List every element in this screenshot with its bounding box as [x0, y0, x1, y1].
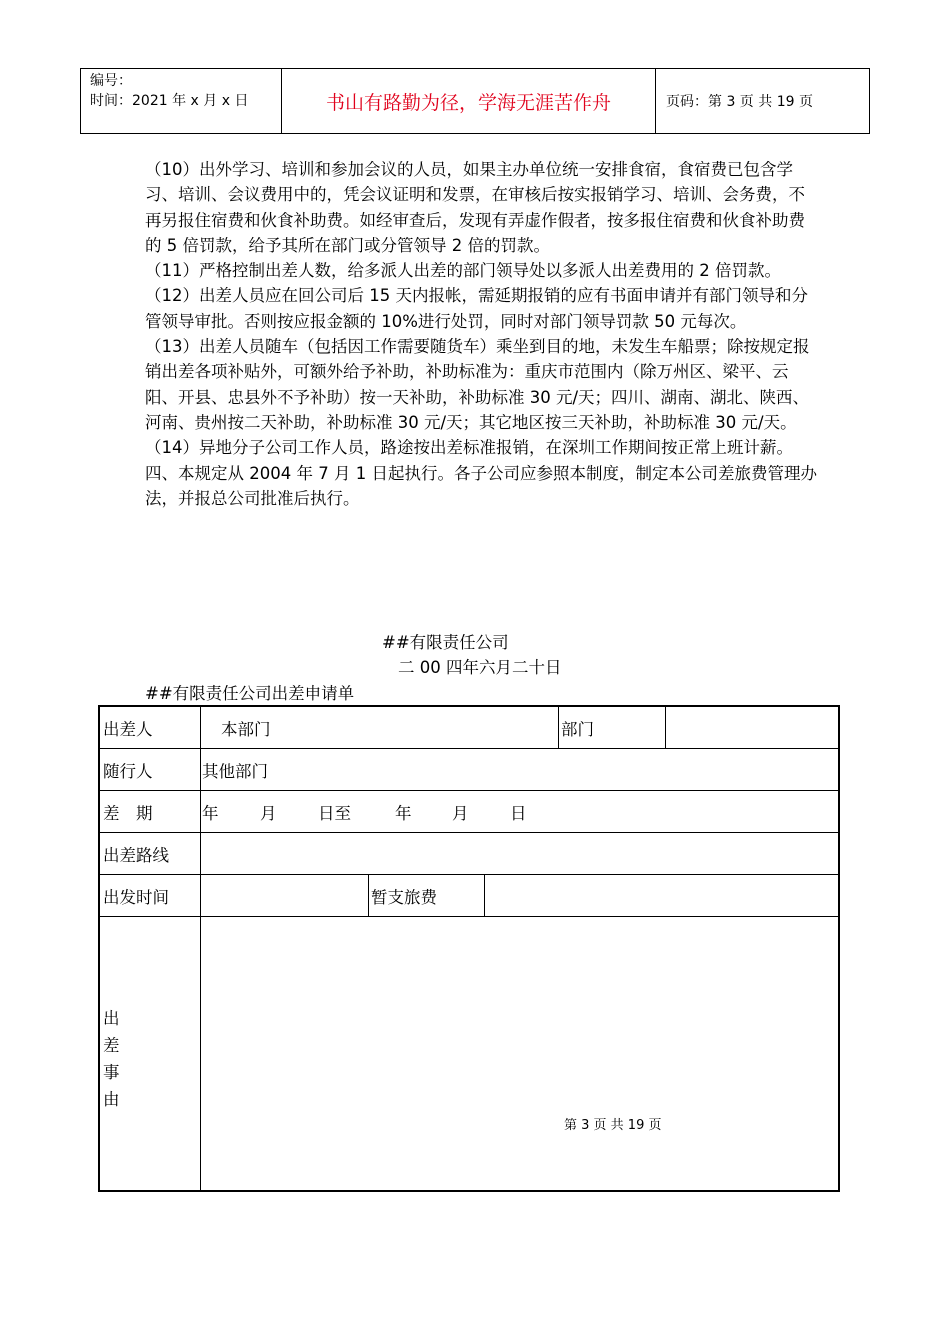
period-year-end: 年: [395, 803, 412, 823]
form-row-reason: [100, 917, 838, 1190]
dept-label: 部门: [561, 719, 594, 739]
other-dept-label: 其他部门: [202, 761, 268, 781]
paragraph-13: （13）出差人员随车（包括因工作需要随货车）乘坐到目的地，未发生车船票；除按规定报销出差各项补贴外，可额外给予补助，补助标准为：重庆市范围内（除万州区、梁平、云阳、开县、忠县外不予补助）按一天补助，补助标准 30 元/天；四川、湖南、湖北、陕西、河南、贵州按二天补助，补助标准 30 元/天；其它地区按三天补助，补助标准 30 元/天。: [145, 337, 810, 432]
form-title: ##有限责任公司出差申请单: [145, 684, 355, 703]
paragraph-11: （11）严格控制出差人数，给多派人出差的部门领导处以多派人出差费用的 2 倍罚款。: [145, 261, 781, 281]
footer-page-number: 第 3 页 共 19 页: [564, 1118, 662, 1133]
signature-company: ##有限责任公司: [382, 633, 509, 652]
header-page-code: 页码：第 3 页 共 19 页: [666, 94, 813, 110]
paragraph-12: （12）出差人员应在回公司后 15 天内报帐，需延期报销的应有书面申请并有部门领导和分管领导审批。否则按应报金额的 10%进行处罚，同时对部门领导罚款 50 元每次。: [145, 286, 808, 331]
advance-input[interactable]: [485, 875, 838, 916]
advance-label: 暂支旅费: [371, 887, 437, 907]
form-row-companion: [100, 749, 838, 791]
period-label: 差 期: [103, 803, 153, 823]
document-body: [145, 157, 820, 511]
number-label: 编号：: [90, 73, 132, 89]
companion-label: 随行人: [103, 761, 153, 781]
date-label: 时间：2021 年 x 月 x 日: [90, 93, 249, 109]
paragraph-14: （14）异地分子公司工作人员，路途按出差标准报销，在深圳工作期间按正常上班计薪。: [145, 438, 793, 458]
route-label: 出差路线: [103, 845, 169, 865]
period-day-end: 日: [510, 803, 527, 823]
paragraph-10: （10）出外学习、培训和参加会议的人员，如果主办单位统一安排食宿，食宿费已包含学习、培训、会议费用中的，凭会议证明和发票，在审核后按实报销学习、培训、会务费，不再另报住宿费和伙食补助费。如经审查后，发现有弄虚作假者，按多报住宿费和伙食补助费的 5 倍罚款，给予其所在部门或分管领导 2 倍的罚款。: [145, 160, 805, 255]
form-row-period: [100, 791, 838, 833]
travel-application-form: [98, 705, 840, 1192]
period-year-start: 年: [202, 803, 219, 823]
page-header: [80, 68, 870, 134]
period-day-start: 日至: [318, 803, 351, 823]
period-month-end: 月: [452, 803, 469, 823]
route-input[interactable]: [201, 833, 838, 874]
paragraph-section-4: 四、本规定从 2004 年 7 月 1 日起执行。各子公司应参照本制度，制定本公司差旅费管理办法，并报总公司批准后执行。: [145, 463, 817, 508]
reason-label: 出 差 事 由: [103, 1009, 120, 1109]
dept-input[interactable]: [666, 707, 838, 748]
period-month-start: 月: [260, 803, 277, 823]
traveler-label: 出差人: [103, 719, 153, 739]
form-row-route: [100, 833, 838, 875]
form-row-traveler: [100, 707, 838, 749]
form-row-departure: [100, 875, 838, 917]
own-dept-label: 本部门: [221, 719, 271, 739]
header-meta: [81, 69, 282, 133]
header-motto: 书山有路勤为径，学海无涯苦作舟: [282, 69, 656, 133]
departure-label: 出发时间: [103, 887, 169, 907]
signature-date: 二 00 四年六月二十日: [398, 658, 562, 677]
